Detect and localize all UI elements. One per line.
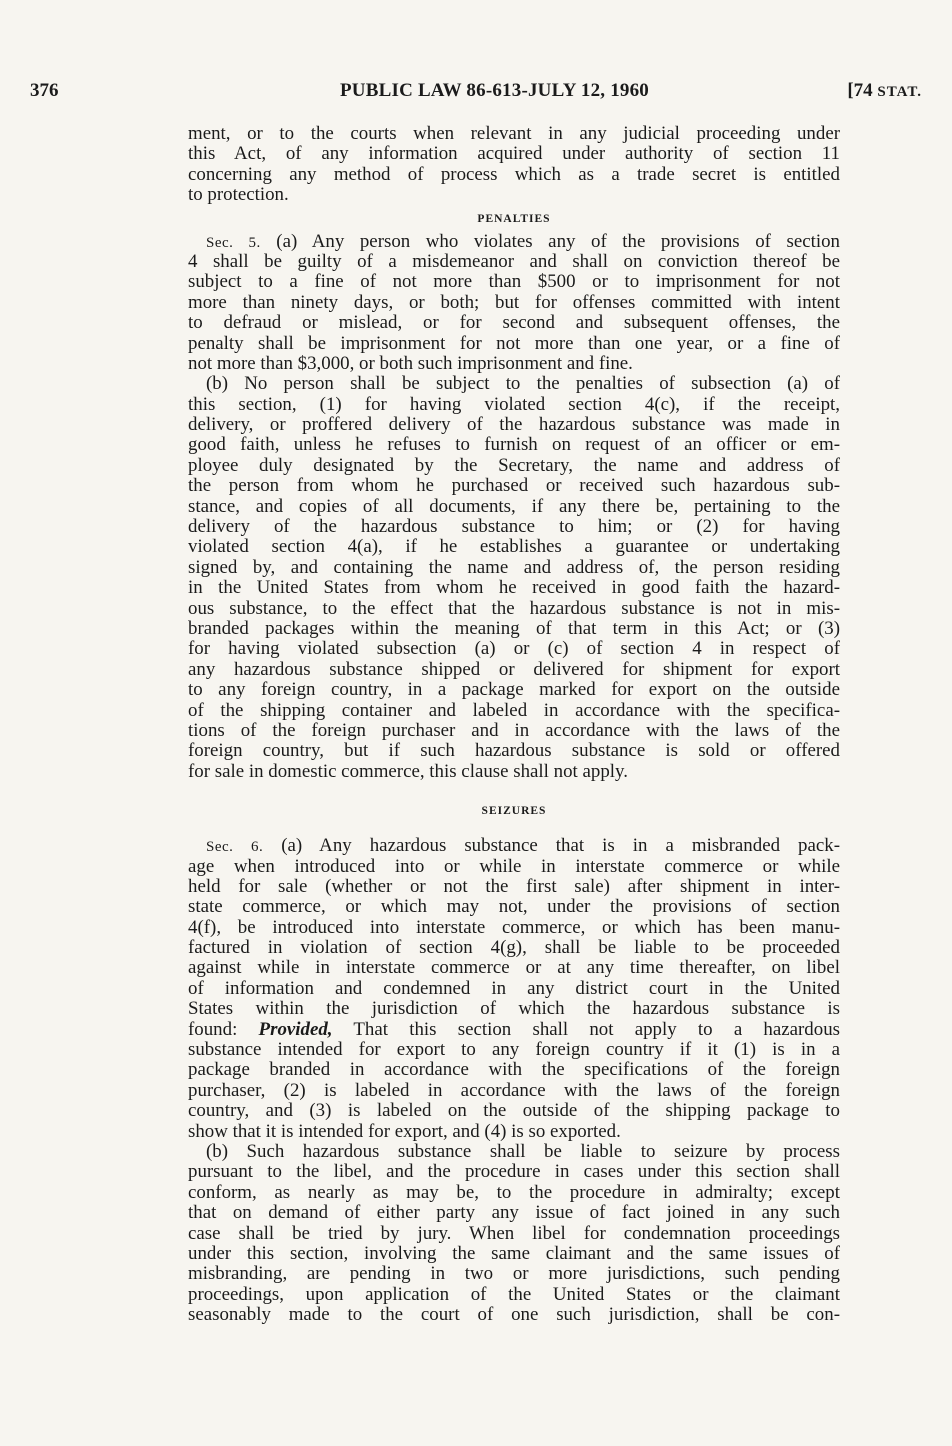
text-line: to any foreign country, in a package marked for export on the outside <box>188 680 840 701</box>
text-line: this section, (1) for having violated section 4(c), if the receipt, <box>188 394 840 415</box>
body-text <box>188 124 840 1325</box>
text-line: stance, and copies of all documents, if any there be, pertaining to the <box>188 496 840 517</box>
section-5a-paragraph <box>188 232 840 375</box>
text-line: proceedings, upon application of the United States or the claimant <box>188 1284 840 1305</box>
statute-abbrev: STAT. <box>877 84 922 100</box>
text-line: 4(f), be introduced into interstate commerce, or which has been manu- <box>188 917 840 938</box>
text-fragment: (a) Any person who violates any of the provisions of section <box>260 231 840 252</box>
text-line: States within the jurisdiction of which the hazardous substance is <box>188 999 840 1020</box>
text-line: for sale in domestic commerce, this clause shall not apply. <box>188 761 628 782</box>
section-label: Sec. 6. <box>206 839 264 856</box>
text-line: of the shipping container and labeled in accordance with the specifica- <box>188 700 840 721</box>
page-number: 376 <box>30 80 59 101</box>
text-line: branded packages within the meaning of that term in this Act; or (3) <box>188 618 840 639</box>
text-line: not more than $3,000, or both such imprisonment and fine. <box>188 353 633 374</box>
text-line: purchaser, (2) is labeled in accordance with the laws of the foreign <box>188 1080 840 1101</box>
section-heading-penalties: PENALTIES <box>477 212 551 225</box>
text-line: more than ninety days, or both; but for offenses committed with intent <box>188 292 840 313</box>
text-line <box>188 836 840 856</box>
text-line: of information and condemned in any district court in the United <box>188 978 840 999</box>
text-line: age when introduced into or while in interstate commerce or while <box>188 856 840 877</box>
text-line: ployee duly designated by the Secretary, the name and address of <box>188 455 840 476</box>
text-line: (b) Such hazardous substance shall be liable to seizure by process <box>206 1141 840 1162</box>
page-header <box>30 80 922 106</box>
text-line: foreign country, but if such hazardous substance is sold or offered <box>188 741 840 762</box>
text-line: delivery, or proffered delivery of the hazardous substance was made in <box>188 415 840 436</box>
text-line: delivery of the hazardous substance to him; or (2) for having <box>188 517 840 538</box>
text-line: ment, or to the courts when relevant in any judicial proceeding under <box>188 124 840 144</box>
text-line: to defraud or mislead, or for second and subsequent offenses, the <box>188 313 840 334</box>
text-line: against while in interstate commerce or at any time thereafter, on libel <box>188 958 840 979</box>
text-line: tions of the foreign purchaser and in accordance with the laws of the <box>188 720 840 741</box>
text-line: case shall be tried by jury. When libel for condemnation proceedings <box>188 1223 840 1244</box>
section-heading-seizures: SEIZURES <box>481 805 547 818</box>
text-line: under this section, involving the same claimant and the same issues of <box>188 1243 840 1264</box>
provided-term: Provided, <box>258 1019 333 1040</box>
text-line: good faith, unless he refuses to furnish on request of an officer or em- <box>188 435 840 456</box>
section-6a-paragraph <box>188 836 840 1142</box>
text-line: violated section 4(a), if he establishes a guarantee or undertaking <box>188 537 840 558</box>
section-label: Sec. 5. <box>206 234 261 251</box>
text-line: for having violated subsection (a) or (c) of section 4 in respect of <box>188 639 840 660</box>
text-line: country, and (3) is labeled on the outside of the shipping package to <box>188 1101 840 1122</box>
text-line: to protection. <box>188 185 289 206</box>
text-line: ous substance, to the effect that the hazardous substance is not in mis- <box>188 598 840 619</box>
text-line: subject to a fine of not more than $500 or to imprisonment for not <box>188 272 840 293</box>
text-line: any hazardous substance shipped or delivered for shipment for export <box>188 659 840 680</box>
text-line: concerning any method of process which as a trade secret is entitled <box>188 164 840 185</box>
text-line: this Act, of any information acquired under authority of section 11 <box>188 144 840 165</box>
text-line: signed by, and containing the name and address of, the person residing <box>188 557 840 578</box>
text-line: factured in violation of section 4(g), shall be liable to be proceeded <box>188 938 840 959</box>
text-line: in the United States from whom he received in good faith the hazard- <box>188 578 840 599</box>
statute-reference <box>847 80 922 102</box>
text-line <box>188 232 840 252</box>
text-line: substance intended for export to any foreign country if it (1) is in a <box>188 1040 840 1061</box>
section-6b-paragraph <box>188 1142 840 1326</box>
text-line: misbranding, are pending in two or more jurisdictions, such pending <box>188 1264 840 1285</box>
statute-volume: [74 <box>847 80 878 101</box>
text-line: the person from whom he purchased or received such hazardous sub- <box>188 476 840 497</box>
text-line: show that it is intended for export, and (4) is so exported. <box>188 1121 621 1142</box>
text-line: pursuant to the libel, and the procedure in cases under this section shall <box>188 1162 840 1183</box>
text-line: (b) No person shall be subject to the penalties of subsection (a) of <box>206 374 840 395</box>
text-line: penalty shall be imprisonment for not more than one year, or a fine of <box>188 333 840 354</box>
text-line: 4 shall be guilty of a misdemeanor and shall on conviction thereof be <box>188 251 840 272</box>
text-line: that on demand of either party any issue of fact joined in any such <box>188 1203 840 1224</box>
text-fragment: found: <box>188 1019 259 1040</box>
running-title: PUBLIC LAW 86-613-JULY 12, 1960 <box>340 80 650 101</box>
intro-paragraph <box>188 124 840 206</box>
text-line: seasonably made to the court of one such jurisdiction, shall be con- <box>188 1305 840 1326</box>
text-line: package branded in accordance with the specifications of the foreign <box>188 1060 840 1081</box>
text-line <box>188 1020 840 1040</box>
text-line: state commerce, or which may not, under the provisions of section <box>188 897 840 918</box>
section-5b-paragraph <box>188 374 840 782</box>
text-fragment: (a) Any hazardous substance that is in a misbranded pack- <box>263 836 840 857</box>
text-line: conform, as nearly as may be, to the procedure in admiralty; except <box>188 1182 840 1203</box>
text-line: held for sale (whether or not the first sale) after shipment in inter- <box>188 876 840 897</box>
text-fragment: That this section shall not apply to a hazardous <box>332 1019 840 1040</box>
